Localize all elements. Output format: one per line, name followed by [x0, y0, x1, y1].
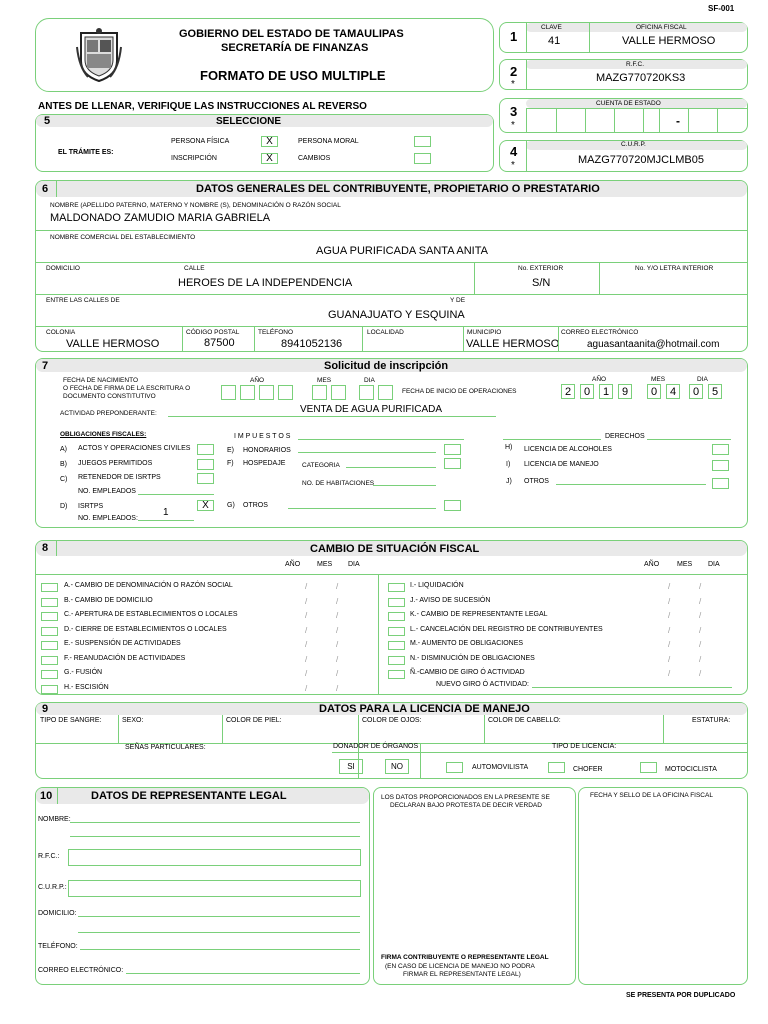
inicio-digit-box[interactable]: 4: [666, 384, 680, 399]
oblig-f-label: HOSPEDAJE: [243, 460, 286, 467]
s8-left-dia: DIA: [348, 561, 360, 568]
s8-left-mes: MES: [317, 561, 333, 568]
rfc-label: R.F.C.: [626, 61, 645, 68]
inicio-digit-box[interactable]: 0: [647, 384, 661, 399]
comercial-label: NOMBRE COMERCIAL DEL ESTABLECIMIENTO: [50, 234, 196, 241]
tramite-label: EL TRÁMITE ES:: [58, 149, 114, 156]
donador-si-option[interactable]: SI: [339, 759, 363, 774]
s6-div-mun: [463, 326, 464, 352]
estatura-label: ESTATURA:: [692, 717, 731, 724]
date-slash: /: [699, 596, 702, 606]
clave-label: CLAVE: [541, 24, 562, 31]
date-slash: /: [668, 654, 671, 664]
s8-right-label: Ñ.-CAMBIO DE GIRO Ó ACTIVIDAD: [410, 669, 525, 676]
s8-left-label: D.- CIERRE DE ESTABLECIMIENTOS O LOCALES: [64, 625, 227, 633]
date-slash: /: [668, 625, 671, 635]
donador-label: DONADOR DE ÓRGANOS: [333, 743, 419, 750]
s9-div4: [484, 715, 485, 743]
date-slash: /: [336, 640, 339, 649]
s8-right-label: L.- CANCELACIÓN DEL REGISTRO DE CONTRIBUYENTES: [410, 625, 603, 633]
no-empleados-d-value[interactable]: 1: [163, 507, 169, 518]
colonia-label: COLONIA: [46, 329, 76, 336]
birthdate-digit-box[interactable]: [331, 385, 346, 400]
rep-telefono-line: [80, 949, 360, 950]
date-slash: /: [668, 640, 671, 649]
form-title: FORMATO DE USO MULTIPLE: [200, 68, 386, 83]
cuenta-cell-divider: [717, 108, 718, 133]
s8-right-label: J.- AVISO DE SUCESIÓN: [410, 596, 491, 604]
impuestos-line: [298, 439, 464, 440]
date-slash: /: [305, 611, 308, 620]
yde-label: Y DE: [450, 297, 466, 304]
oblig-d-checkbox[interactable]: X: [197, 500, 214, 511]
oblig-a-letter: A): [60, 446, 67, 453]
derechos-line-right: [647, 439, 731, 440]
s8-right-checkbox[interactable]: [388, 612, 405, 621]
section9-number: 9: [42, 703, 49, 715]
gov-title: GOBIERNO DEL ESTADO DE TAMAULIPAS: [179, 28, 404, 40]
nuevo-giro-line: [532, 687, 732, 688]
oficina-value[interactable]: VALLE HERMOSO: [622, 35, 716, 47]
oblig-j-label: OTROS: [524, 478, 549, 485]
domicilio-label: DOMICILIO: [46, 265, 80, 272]
s8-right-checkbox[interactable]: [388, 627, 405, 636]
s6-div-int: [599, 262, 600, 294]
s8-left-label: G.- FUSIÓN: [64, 669, 103, 676]
oblig-f-letter: F): [227, 460, 234, 467]
instructions-text: ANTES DE LLENAR, VERIFIQUE LAS INSTRUCCIONES AL REVERSO: [38, 101, 367, 112]
s8-right-dia: DIA: [708, 561, 720, 568]
secretaria-title: SECRETARÍA DE FINANZAS: [221, 42, 369, 54]
fecha-nac-line3: DOCUMENTO CONSTITUTIVO: [63, 393, 156, 400]
fecha-nac-line2: O FECHA DE FIRMA DE LA ESCRITURA O: [63, 385, 191, 392]
inicio-mes-label: MES: [651, 376, 666, 383]
oblig-e-checkbox[interactable]: [444, 444, 461, 455]
rep-domicilio-label: DOMICILIO:: [38, 910, 77, 917]
box1-number: 1: [510, 29, 518, 44]
s9-div2: [222, 715, 223, 743]
section6-title: DATOS GENERALES DEL CONTRIBUYENTE, PROPIETARIO O PRESTATARIO: [196, 183, 600, 195]
oblig-j-letter: J): [506, 478, 512, 485]
oblig-b-label: JUEGOS PERMITIDOS: [78, 460, 153, 467]
s6-line4: [36, 326, 747, 327]
cp-label: CÓDIGO POSTAL: [186, 329, 240, 336]
s8-right-checkbox[interactable]: [388, 598, 405, 607]
firma-label: FIRMA CONTRIBUYENTE O REPRESENTANTE LEGAL: [381, 954, 549, 961]
automovilista-label: AUTOMOVILISTA: [472, 764, 529, 771]
s8-left-label: E.- SUSPENSIÓN DE ACTIVIDADES: [64, 640, 181, 647]
date-slash: /: [668, 582, 671, 591]
inicio-digit-box[interactable]: 1: [599, 384, 613, 399]
oblig-h-label: LICENCIA DE ALCOHOLES: [524, 446, 612, 453]
s8-right-mes: MES: [677, 561, 693, 568]
birthdate-digit-box[interactable]: [278, 385, 293, 400]
s9-line2: [332, 752, 747, 753]
inicio-digit-box[interactable]: 2: [561, 384, 575, 399]
cuenta-cell-divider: [526, 108, 527, 133]
rep-correo-label: CORREO ELECTRÓNICO:: [38, 967, 124, 974]
s6-div-cp: [182, 326, 183, 352]
oblig-c-label: RETENEDOR DE ISRTPS: [78, 474, 161, 481]
section10-stamp: [578, 787, 748, 985]
oblig-j-line: [556, 484, 706, 485]
automovilista-checkbox[interactable]: [446, 762, 463, 773]
section6-number: 6: [42, 183, 49, 195]
motociclista-label: MOTOCICLISTA: [665, 766, 717, 773]
box4-star: *: [511, 160, 515, 171]
s8-left-checkbox[interactable]: [41, 641, 58, 650]
habitaciones-line: [373, 485, 436, 486]
nac-anio-label: AÑO: [250, 377, 265, 384]
s9-div6: [420, 743, 421, 779]
oblig-b-checkbox[interactable]: [197, 459, 214, 470]
s8-right-checkbox[interactable]: [388, 583, 405, 592]
section10-num-divider: [57, 788, 58, 804]
oblig-a-checkbox[interactable]: [197, 444, 214, 455]
birthdate-digit-box[interactable]: [240, 385, 255, 400]
oblig-d-label: ISRTPS: [78, 503, 104, 510]
rep-rfc-label: R.F.C.:: [38, 853, 60, 860]
s6-div-tel: [254, 326, 255, 352]
derechos-label: DERECHOS: [605, 433, 645, 440]
sexo-label: SEXO:: [122, 717, 144, 724]
section8-title: CAMBIO DE SITUACIÓN FISCAL: [310, 543, 480, 555]
s8-left-checkbox[interactable]: [41, 627, 58, 636]
no-empleados-c-line: [138, 494, 214, 495]
section7: [35, 358, 748, 528]
donador-no-option[interactable]: NO: [385, 759, 409, 774]
tel-value[interactable]: 8941052136: [281, 338, 343, 350]
date-slash: /: [305, 683, 308, 693]
cuenta-dash: -: [676, 114, 680, 128]
oblig-h-letter: H): [505, 444, 513, 451]
cuenta-cell-divider: [688, 108, 689, 133]
s8-left-checkbox[interactable]: [41, 612, 58, 621]
birthdate-digit-box[interactable]: [359, 385, 374, 400]
birthdate-digit-box[interactable]: [312, 385, 327, 400]
rep-nombre-label: NOMBRE:: [38, 816, 71, 823]
inicio-digit-box[interactable]: 9: [618, 384, 632, 399]
no-empleados-d-line: [138, 520, 194, 521]
form-code: SF-001: [708, 4, 735, 13]
firma-note-line1: (EN CASO DE LICENCIA DE MANEJO NO PODRA: [385, 963, 535, 970]
cuenta-cell-divider: [659, 108, 660, 133]
date-slash: /: [699, 582, 702, 591]
s8-right-anio: AÑO: [644, 561, 660, 568]
persona-moral-checkbox[interactable]: [414, 136, 431, 147]
box1-divider2: [589, 23, 590, 53]
oblig-j-checkbox[interactable]: [712, 478, 729, 489]
s8-left-checkbox[interactable]: [41, 656, 58, 665]
categoria-line: [346, 467, 436, 468]
calle-label: CALLE: [184, 265, 205, 272]
s8-right-checkbox[interactable]: [388, 670, 405, 679]
oblig-a-label: ACTOS Y OPERACIONES CIVILES: [78, 445, 191, 452]
date-slash: /: [305, 625, 308, 635]
cuenta-cell-divider: [585, 108, 586, 133]
rep-domicilio-line2: [78, 932, 360, 933]
s6-line3: [36, 294, 747, 295]
state-emblem-icon: [76, 27, 122, 83]
s8-left-checkbox[interactable]: [41, 685, 58, 694]
oblig-c-checkbox[interactable]: [197, 473, 214, 484]
no-empleados-c-label: NO. EMPLEADOS: [78, 488, 136, 495]
oblig-b-letter: B): [60, 461, 67, 468]
oblig-i-checkbox[interactable]: [712, 460, 729, 471]
oblig-i-label: LICENCIA DE MANEJO: [524, 461, 599, 468]
derechos-line-left: [503, 439, 601, 440]
tipo-licencia-label: TIPO DE LICENCIA:: [552, 743, 617, 750]
s6-div-mail: [558, 326, 559, 352]
noint-label: No. Y/O LETRA INTERIOR: [635, 265, 714, 272]
sello-label: FECHA Y SELLO DE LA OFICINA FISCAL: [590, 792, 713, 799]
date-slash: /: [699, 625, 702, 635]
inicio-digit-box[interactable]: 0: [689, 384, 703, 399]
date-slash: /: [699, 669, 702, 678]
cuenta-cell-divider: [643, 108, 644, 133]
comercial-value[interactable]: AGUA PURIFICADA SANTA ANITA: [316, 245, 488, 257]
categoria-label: CATEGORIA: [302, 462, 340, 469]
section5-number: 5: [44, 115, 51, 127]
entre-value[interactable]: GUANAJUATO Y ESQUINA: [328, 309, 465, 321]
rep-telefono-label: TELÉFONO:: [38, 943, 78, 950]
firma-note-line2: FIRMAR EL REPRESENTANTE LEGAL): [403, 971, 521, 978]
inscripcion-label: INSCRIPCIÓN: [171, 155, 217, 162]
curp-label: C.U.R.P.: [621, 141, 646, 148]
protesta-line2: DECLARAN BAJO PROTESTA DE DECIR VERDAD: [390, 802, 542, 809]
rep-curp-field[interactable]: [68, 880, 361, 897]
birthdate-digit-box[interactable]: [259, 385, 274, 400]
cambios-checkbox[interactable]: [414, 153, 431, 164]
date-slash: /: [699, 640, 702, 649]
box2-number: 2: [510, 64, 518, 79]
inicio-digit-box[interactable]: 0: [580, 384, 594, 399]
date-slash: /: [305, 669, 308, 678]
cp-value[interactable]: 87500: [204, 337, 235, 349]
actividad-value[interactable]: VENTA DE AGUA PURIFICADA: [300, 404, 443, 415]
date-slash: /: [668, 611, 671, 620]
date-slash: /: [336, 582, 339, 591]
entre-label: ENTRE LAS CALLES DE: [46, 297, 120, 304]
date-slash: /: [699, 654, 702, 664]
section6-num-divider: [56, 181, 57, 197]
s8-right-label: K.- CAMBIO DE REPRESENTANTE LEGAL: [410, 611, 548, 618]
cambios-label: CAMBIOS: [298, 155, 331, 162]
s8-header-line: [36, 574, 747, 575]
fecha-nac-line1: FECHA DE NACIMIENTO: [63, 377, 139, 384]
date-slash: /: [305, 654, 308, 664]
section7-number: 7: [42, 360, 49, 372]
oblig-e-label: HONORARIOS: [243, 447, 291, 454]
ojos-label: COLOR DE OJOS:: [362, 717, 422, 724]
obligaciones-label: OBLIGACIONES FISCALES:: [60, 431, 147, 438]
actividad-label: ACTIVIDAD PREPONDERANTE:: [60, 410, 157, 417]
oblig-f-checkbox[interactable]: [444, 458, 461, 469]
date-slash: /: [336, 611, 339, 620]
senas-label: SEÑAS PARTICULARES:: [125, 744, 206, 751]
date-slash: /: [305, 596, 308, 606]
date-slash: /: [336, 669, 339, 678]
oficina-label: OFICINA FISCAL: [636, 24, 687, 31]
municipio-label: MUNICIPIO: [467, 329, 502, 336]
persona-fisica-checkbox[interactable]: X: [261, 136, 278, 147]
nac-mes-label: MES: [317, 377, 332, 384]
correo-label: CORREO ELECTRÓNICO: [561, 329, 639, 336]
birthdate-digit-box[interactable]: [378, 385, 393, 400]
correo-value[interactable]: aguasantaanita@hotmail.com: [587, 339, 720, 350]
s8-left-checkbox[interactable]: [41, 583, 58, 592]
s8-left-checkbox[interactable]: [41, 598, 58, 607]
inicio-label: FECHA DE INICIO DE OPERACIONES: [402, 388, 517, 395]
s8-left-anio: AÑO: [285, 561, 301, 568]
box3-number: 3: [510, 104, 518, 119]
s6-div-ext: [474, 262, 475, 294]
box2-divider: [526, 60, 527, 90]
cuenta-label: CUENTA DE ESTADO: [596, 100, 661, 107]
s8-right-label: N.- DISMINUCIÓN DE OBLIGACIONES: [410, 654, 535, 662]
s8-right-checkbox[interactable]: [388, 641, 405, 650]
rep-domicilio-line1: [78, 916, 360, 917]
oblig-e-letter: E): [227, 447, 234, 454]
municipio-value[interactable]: VALLE HERMOSO: [466, 338, 560, 350]
s6-div-loc: [362, 326, 363, 352]
date-slash: /: [668, 596, 671, 606]
oblig-g-label: OTROS: [243, 502, 268, 509]
chofer-label: CHOFER: [573, 766, 603, 773]
section8-num-divider: [56, 541, 57, 556]
date-slash: /: [305, 640, 308, 649]
nac-dia-label: DIA: [364, 377, 375, 384]
date-slash: /: [699, 611, 702, 620]
s8-right-label: M.- AUMENTO DE OBLIGACIONES: [410, 640, 524, 647]
inscripcion-checkbox[interactable]: X: [261, 153, 278, 164]
protesta-line1: LOS DATOS PROPORCIONADOS EN LA PRESENTE SE: [381, 794, 550, 801]
habitaciones-label: NO. DE HABITACIONES: [302, 480, 375, 487]
clave-value[interactable]: 41: [548, 35, 561, 47]
rep-nombre-line1: [70, 822, 360, 823]
s6-line2: [36, 262, 747, 263]
oblig-g-letter: G): [227, 502, 235, 509]
persona-fisica-label: PERSONA FÍSICA: [171, 138, 230, 145]
box3-star: *: [511, 120, 515, 131]
cabello-label: COLOR DE CABELLO:: [488, 717, 561, 724]
rep-correo-line: [126, 973, 360, 974]
s8-left-label: H.- ESCISIÓN: [64, 683, 109, 691]
section8-number: 8: [42, 542, 49, 554]
rep-nombre-line2: [70, 836, 360, 837]
oblig-h-checkbox[interactable]: [712, 444, 729, 455]
inicio-digit-box[interactable]: 5: [708, 384, 722, 399]
s8-left-label: A.- CAMBIO DE DENOMINACIÓN O RAZÓN SOCIAL: [64, 582, 233, 589]
birthdate-digit-box[interactable]: [221, 385, 236, 400]
box1-divider: [526, 23, 527, 53]
section7-title: Solicitud de inscripción: [324, 360, 449, 372]
cuenta-cell-divider: [614, 108, 615, 133]
piel-label: COLOR DE PIEL:: [226, 717, 282, 724]
date-slash: /: [336, 596, 339, 606]
box4-divider: [526, 141, 527, 172]
impuestos-label: I M P U E S T O S: [234, 433, 291, 440]
s8-left-label: F.- REANUDACIÓN DE ACTIVIDADES: [64, 654, 186, 662]
cuenta-top-line: [526, 108, 747, 109]
s8-left-label: B.- CAMBIO DE DOMICILIO: [64, 596, 153, 604]
footer-note: SE PRESENTA POR DUPLICADO: [626, 992, 736, 999]
s8-right-checkbox[interactable]: [388, 656, 405, 665]
box4-number: 4: [510, 144, 518, 159]
s9-div5: [663, 715, 664, 743]
oblig-d-letter: D): [60, 503, 68, 510]
localidad-label: LOCALIDAD: [367, 329, 404, 336]
date-slash: /: [668, 669, 671, 678]
inicio-dia-label: DIA: [697, 376, 708, 383]
section9-title: DATOS PARA LA LICENCIA DE MANEJO: [319, 703, 530, 715]
colonia-value[interactable]: VALLE HERMOSO: [66, 338, 160, 350]
oblig-c-letter: C): [60, 476, 68, 483]
rep-curp-label: C.U.R.P.:: [38, 884, 67, 891]
cuenta-cell-divider: [556, 108, 557, 133]
nombre-label: NOMBRE (APELLIDO PATERNO, MATERNO Y NOMBRE (S), DENOMINACIÓN O RAZÓN SOCIAL: [50, 202, 341, 209]
rfc-value[interactable]: MAZG770720KS3: [596, 72, 686, 84]
persona-moral-label: PERSONA MORAL: [298, 138, 359, 145]
tel-label: TELÉFONO: [258, 329, 294, 336]
box2-star: *: [511, 79, 515, 90]
sangre-label: TIPO DE SANGRE:: [40, 717, 102, 724]
calle-value[interactable]: HEROES DE LA INDEPENDENCIA: [178, 277, 353, 289]
date-slash: /: [336, 654, 339, 664]
inicio-anio-label: AÑO: [592, 376, 607, 383]
chofer-checkbox[interactable]: [548, 762, 565, 773]
date-slash: /: [336, 625, 339, 635]
nuevo-giro-label: NUEVO GIRO Ó ACTIVIDAD:: [436, 681, 529, 688]
s8-left-checkbox[interactable]: [41, 670, 58, 679]
nombre-value[interactable]: MALDONADO ZAMUDIO MARIA GABRIELA: [50, 212, 271, 224]
date-slash: /: [305, 582, 308, 591]
curp-value[interactable]: MAZG770720MJCLMB05: [578, 154, 704, 166]
oblig-e-line: [298, 452, 436, 453]
noext-label: No. EXTERIOR: [518, 265, 564, 272]
oblig-g-checkbox[interactable]: [444, 500, 461, 511]
s8-center-divider: [378, 574, 379, 694]
oblig-i-letter: I): [506, 461, 511, 468]
s6-line1: [36, 230, 747, 231]
actividad-line: [168, 416, 496, 417]
rep-rfc-field[interactable]: [68, 849, 361, 866]
oblig-g-line: [288, 508, 436, 509]
s8-left-label: C.- APERTURA DE ESTABLECIMIENTOS O LOCALES: [64, 611, 238, 618]
section10-title: DATOS DE REPRESENTANTE LEGAL: [91, 790, 287, 802]
no-empleados-d-label: NO. EMPLEADOS:: [78, 515, 138, 522]
section5-title: SELECCIONE: [216, 116, 282, 127]
s9-div1: [118, 715, 119, 743]
s8-right-label: I.- LIQUIDACIÓN: [410, 582, 464, 589]
motociclista-checkbox[interactable]: [640, 762, 657, 773]
section10-number: 10: [40, 790, 53, 802]
noext-value[interactable]: S/N: [532, 277, 551, 289]
date-slash: /: [336, 683, 339, 693]
